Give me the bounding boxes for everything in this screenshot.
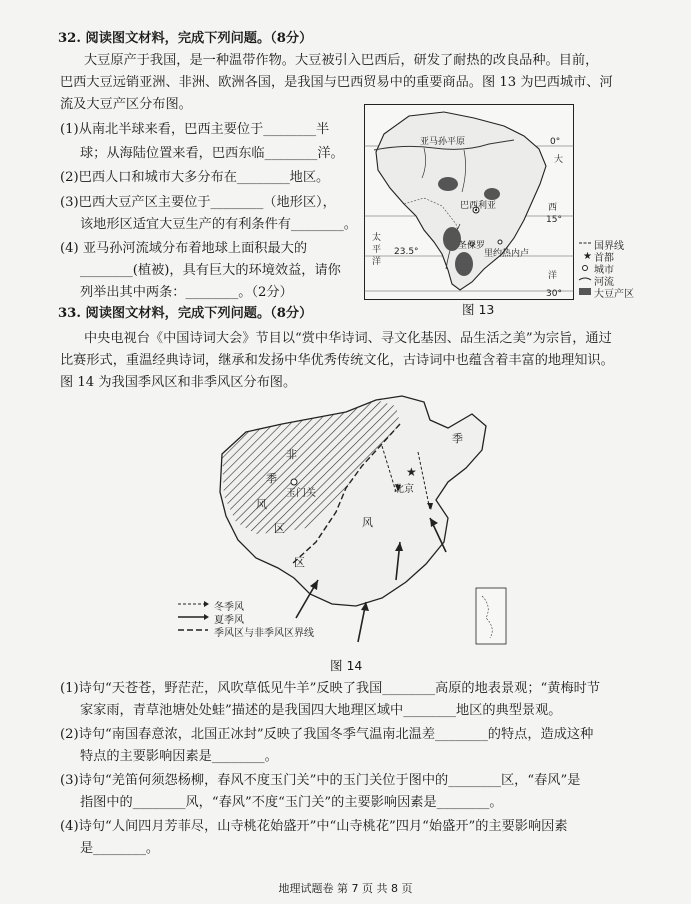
q33-sub4-line2: 是________。 bbox=[80, 841, 160, 856]
figure-14-legend-symbols bbox=[176, 598, 210, 638]
label-nonmonsoon-3: 风 bbox=[256, 498, 267, 511]
city-dot-icon bbox=[583, 266, 588, 271]
label-pacific-2: 平 bbox=[372, 245, 382, 255]
q32-sub4-line1: (4) 亚马孙河流域分布着地球上面积最大的 bbox=[60, 241, 308, 256]
q32-sub1-line1: (1)从南北半球来看，巴西主要位于________半 bbox=[60, 122, 330, 137]
q32-sub3-line1: (3)巴西大豆产区主要位于________（地形区）， bbox=[60, 195, 336, 210]
label-nonmonsoon-1: 非 bbox=[286, 448, 297, 461]
q33-sub3-line2: 指图中的________风，“春风”不度“玉门关”的主要影响因素是________。 bbox=[80, 795, 503, 810]
soybean-region-2 bbox=[484, 188, 500, 200]
beijing-star-icon: ★ bbox=[406, 465, 417, 479]
q33-para-3: 图 14 为我国季风区和非季风区分布图。 bbox=[60, 375, 297, 390]
legend-soybean: 大豆产区 bbox=[594, 289, 634, 300]
label-nonmonsoon-2: 季 bbox=[266, 472, 277, 485]
label-beijing: 北京 bbox=[394, 484, 414, 495]
q32-para-2: 巴西大豆远销亚洲、非洲、欧洲各国，是我国与巴西贸易中的重要商品。图 13 为巴西城市、河 bbox=[60, 75, 613, 90]
capital-star-icon: ★ bbox=[583, 251, 592, 262]
label-yumenguan: 玉门关 bbox=[286, 488, 316, 499]
legend-river: 河流 bbox=[594, 277, 614, 288]
soybean-region-4 bbox=[455, 252, 473, 276]
q33-sub2-line1: (2)诗句“南国春意浓，北国正冰封”反映了我国冬季气温南北温差________的特点，造成这种 bbox=[60, 727, 594, 742]
label-atlantic-1: 大 bbox=[554, 155, 564, 165]
label-pacific-1: 太 bbox=[372, 233, 382, 243]
q33-title: 33. 阅读图文材料，完成下列问题。（8分） bbox=[58, 306, 313, 321]
q33-sub1-line2: 家家雨，青草池塘处处蛙”描述的是我国四大地理区域中________地区的典型景观。 bbox=[80, 703, 562, 718]
label-rio: 里约热内卢 bbox=[484, 249, 530, 259]
q32-title: 32. 阅读图文材料，完成下列问题。（8分） bbox=[58, 31, 313, 46]
q33-sub1-line1: (1)诗句“天苍苍，野茫茫，风吹草低见牛羊”反映了我国________高原的地表景观；“黄梅时节 bbox=[60, 681, 601, 696]
figure-13-brazil-map bbox=[364, 104, 574, 300]
figure-14-caption: 图 14 bbox=[330, 658, 363, 673]
q33-para-2: 比赛形式，重温经典诗词，继承和发扬中华优秀传统文化，古诗词中也蕴含着丰富的地理知识。 bbox=[60, 353, 614, 368]
q33-para-1: 中央电视台《中国诗词大会》节目以“赏中华诗词、寻文化基因、品生活之美”为宗旨，通过 bbox=[84, 331, 612, 346]
label-lat-30: 30° bbox=[546, 289, 562, 299]
q32-sub1-line2: 球；从海陆位置来看，巴西东临________洋。 bbox=[80, 146, 344, 161]
q33-sub4-line1: (4)诗句“人间四月芳菲尽，山寺桃花始盛开”中“山寺桃花”四月“始盛开”的主要影响因素 bbox=[60, 819, 568, 834]
q32-para-1: 大豆原产于我国，是一种温带作物。大豆被引入巴西后，研发了耐热的改良品种。目前， bbox=[84, 53, 599, 68]
yumenguan-marker bbox=[291, 479, 297, 485]
label-lat-15: 15° bbox=[546, 215, 562, 225]
soybean-region-1 bbox=[438, 177, 458, 191]
soybean-area-icon bbox=[579, 288, 591, 295]
label-brasilia: 巴西利亚 bbox=[460, 201, 497, 211]
q32-sub4-line3: 列举出其中两条：________。（2分） bbox=[80, 285, 293, 300]
label-amazon: 亚马孙平原 bbox=[420, 137, 466, 147]
river-line-icon bbox=[579, 278, 591, 280]
label-saopaulo: 圣保罗 bbox=[458, 241, 486, 251]
legend-winter-monsoon: 冬季风 bbox=[214, 602, 244, 613]
page-footer: 地理试题卷 第 7 页 共 8 页 bbox=[278, 882, 413, 895]
q32-sub2: (2)巴西人口和城市大多分布在________地区。 bbox=[60, 170, 330, 185]
legend-capital: 首都 bbox=[594, 253, 614, 264]
label-lat-0: 0° bbox=[550, 137, 561, 147]
legend-boundary: 季风区与非季风区界线 bbox=[214, 628, 314, 639]
figure-13-caption: 图 13 bbox=[462, 302, 495, 317]
figure-13-legend-symbols bbox=[578, 238, 592, 298]
label-atlantic-2: 西 bbox=[548, 203, 558, 213]
q32-sub4-line2: ________(植被)，具有巨大的环境效益，请你 bbox=[80, 263, 341, 278]
q32-para-3: 流及大豆产区分布图。 bbox=[60, 97, 192, 112]
legend-border: 国界线 bbox=[594, 241, 624, 252]
label-lat-23: 23.5° bbox=[394, 247, 419, 257]
q32-sub3-line2: 该地形区适宜大豆生产的有利条件有________。 bbox=[80, 217, 357, 232]
label-monsoon-1: 季 bbox=[452, 432, 463, 445]
legend-summer-monsoon: 夏季风 bbox=[214, 615, 244, 626]
label-monsoon-3: 区 bbox=[294, 556, 305, 569]
legend-city: 城市 bbox=[594, 265, 614, 276]
label-pacific-3: 洋 bbox=[372, 257, 382, 267]
label-monsoon-2: 风 bbox=[362, 516, 373, 529]
label-atlantic-3: 洋 bbox=[548, 271, 558, 281]
rio-marker bbox=[498, 240, 502, 244]
q33-sub3-line1: (3)诗句“羌笛何须怨杨柳，春风不度玉门关”中的玉门关位于图中的________区，“春风”是 bbox=[60, 773, 581, 788]
q33-sub2-line2: 特点的主要影响因素是________。 bbox=[80, 749, 278, 764]
label-nonmonsoon-4: 区 bbox=[274, 522, 285, 535]
